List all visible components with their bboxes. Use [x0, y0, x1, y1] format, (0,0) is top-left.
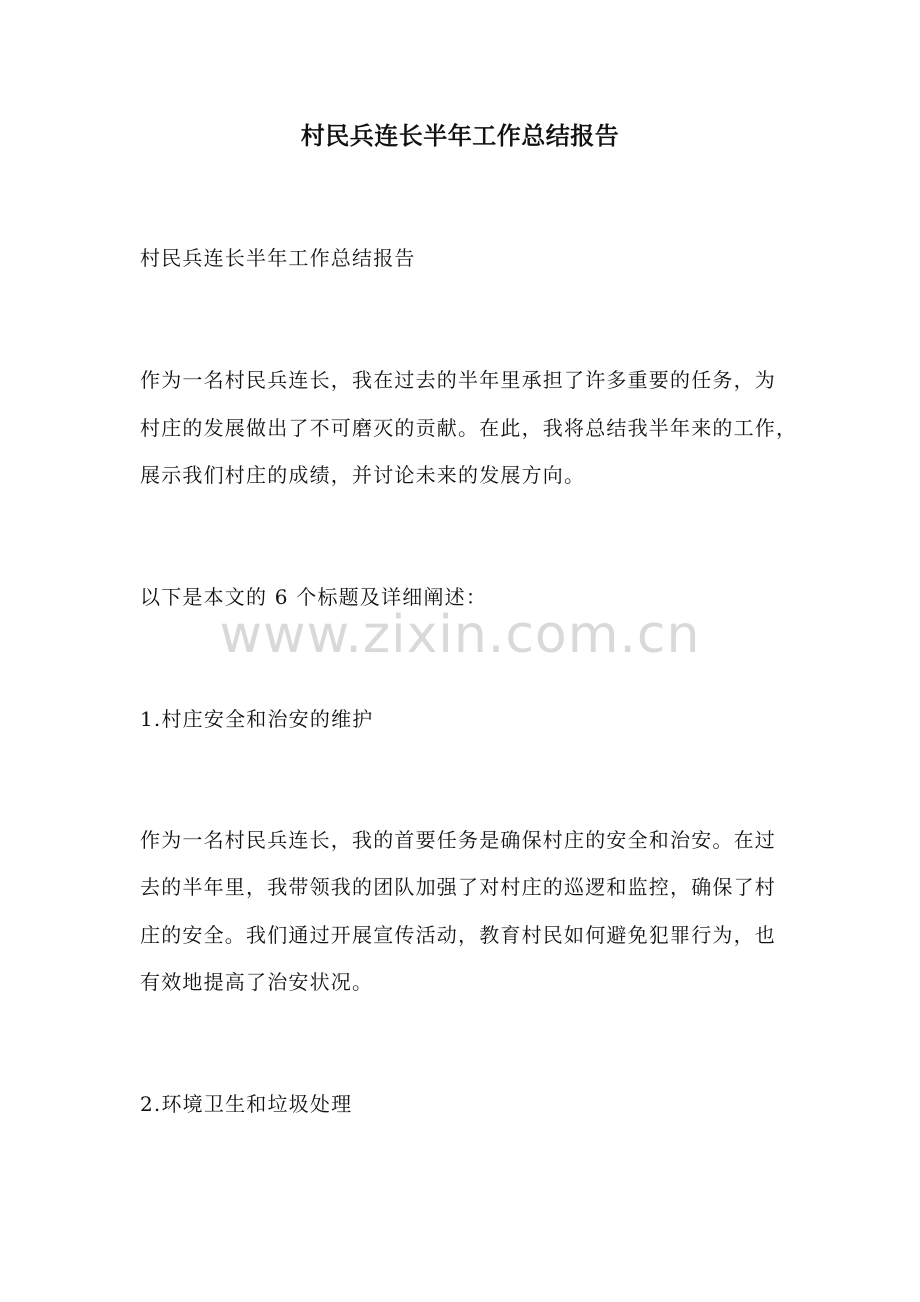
document-title: 村民兵连长半年工作总结报告 — [300, 121, 620, 150]
document-subtitle: 村民兵连长半年工作总结报告 — [140, 246, 416, 270]
paragraph-line: 作为一名村民兵连长，我的首要任务是确保村庄的安全和治安。在过 — [140, 828, 776, 852]
paragraph-line: 村庄的发展做出了不可磨灭的贡献。在此，我将总结我半年来的工作， — [140, 416, 798, 440]
outline-intro: 以下是本文的 6 个标题及详细阐述： — [140, 585, 488, 609]
paragraph-line: 作为一名村民兵连长，我在过去的半年里承担了许多重要的任务，为 — [140, 368, 776, 392]
paragraph-line: 展示我们村庄的成绩，并讨论未来的发展方向。 — [140, 463, 586, 487]
section-heading: 2.环境卫生和垃圾处理 — [140, 1092, 353, 1116]
paragraph-line: 去的半年里，我带领我的团队加强了对村庄的巡逻和监控，确保了村 — [140, 875, 776, 899]
section-heading: 1.村庄安全和治安的维护 — [140, 707, 374, 731]
paragraph-line: 庄的安全。我们通过开展宣传活动，教育村民如何避免犯罪行为，也 — [140, 923, 776, 947]
watermark: www.zixin.com.cn — [219, 605, 701, 665]
paragraph-line: 有效地提高了治安状况。 — [140, 970, 374, 994]
